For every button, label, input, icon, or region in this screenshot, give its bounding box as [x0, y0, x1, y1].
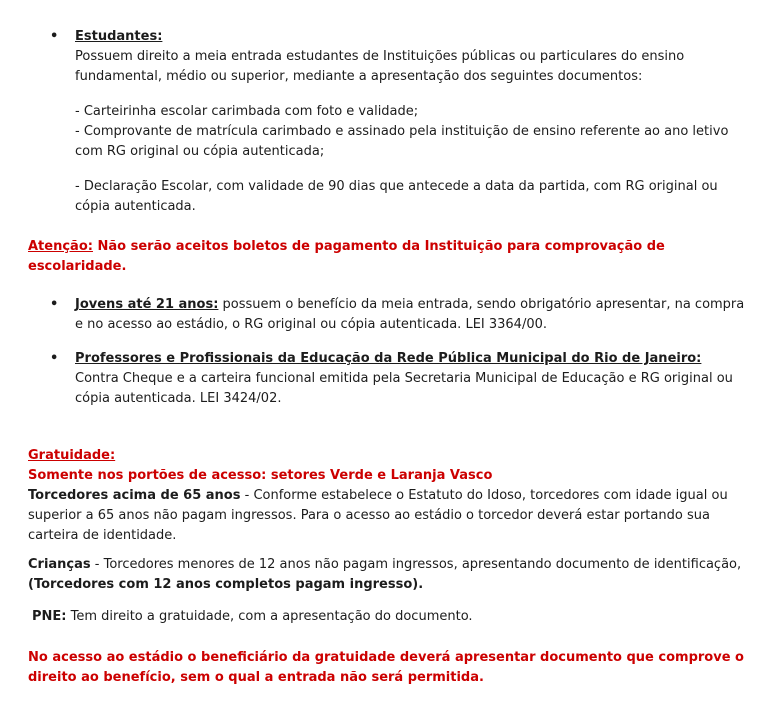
seniors-paragraph [28, 486, 750, 546]
half-price-list [28, 295, 750, 409]
attention-label: Atenção: [28, 239, 93, 254]
children-label: Crianças [28, 557, 91, 572]
seniors-label: Torcedores acima de 65 anos [28, 488, 241, 503]
teachers-heading: • Professores e Profissionais da Educação da Rede Pública Municipal do Rio de Janeiro: [75, 351, 702, 366]
children-text: - Torcedores menores de 12 anos não pagam ingressos, apresentando documento de identificação, [90, 557, 742, 572]
student-doc-item: - Comprovante de matrícula carimbado e assinado pela instituição de ensino referente ao ano letivo com RG original ou cópia autenticada; [75, 124, 729, 159]
students-body: Possuem direito a meia entrada estudantes de Instituições públicas ou particulares do ensino fundamental, médio ou superior, mediante a apresentação dos seguintes documentos: [75, 49, 685, 84]
list-item-students [28, 27, 750, 217]
free-admission-section [28, 446, 750, 546]
student-doc-item: - Carteirinha escolar carimbada com foto e validade; [75, 104, 419, 119]
attention-text: Não serão aceitos boletos de pagamento da Instituição para comprovação de escolaridade. [28, 239, 665, 274]
list-item-youth [28, 295, 750, 335]
free-admission-subheading: Somente nos portões de acesso: setores Verde e Laranja Vasco [28, 468, 493, 483]
student-doc-item: - Declaração Escolar, com validade de 90 dias que antecede a data da partida, com RG original ou cópia autenticada. [75, 179, 718, 214]
pne-label: PNE: [32, 609, 67, 624]
seniors-text: - Conforme estabelece o Estatuto do Idoso, torcedores com idade igual ou superior a 65 anos não pagam ingressos. Para o acesso ao estádio o torcedor deverá estar portando sua carteira de identidade. [28, 488, 728, 543]
children-paragraph [28, 555, 750, 595]
pne-text: Tem direito a gratuidade, com a apresentação do documento. [66, 609, 473, 624]
children-bold-note: (Torcedores com 12 anos completos pagam ingresso). [28, 577, 424, 592]
pne-paragraph [28, 607, 750, 627]
list-item-teachers [28, 349, 750, 409]
teachers-text: Contra Cheque e a carteira funcional emitida pela Secretaria Municipal de Educação e RG original ou cópia autenticada. LEI 3424/02. [75, 371, 733, 406]
youth-heading: Jovens até 21 anos: [75, 297, 219, 312]
final-warning: No acesso ao estádio o beneficiário da gratuidade deverá apresentar documento que comprove o direito ao benefício, sem o qual a entrada não será permitida. [28, 650, 744, 685]
students-list [28, 27, 750, 217]
students-heading: • Estudantes: [75, 29, 163, 44]
attention-notice [28, 237, 750, 277]
youth-text: possuem o benefício da meia entrada, sendo obrigatório apresentar, na compra e no acesso ao estádio, o RG original ou cópia autenticada. LEI 3364/00. [75, 297, 745, 332]
free-admission-heading: Gratuidade: [28, 448, 116, 463]
